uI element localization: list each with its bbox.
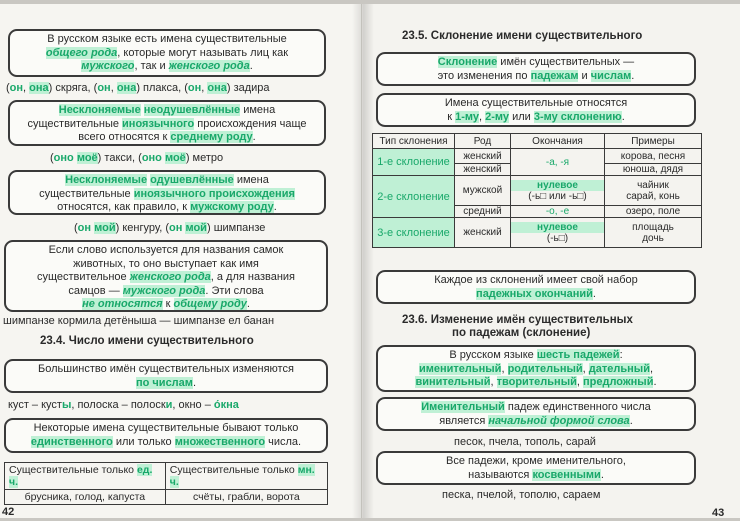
- text: имена: [243, 104, 276, 116]
- text: .: [192, 376, 196, 389]
- section-heading-cases-sub: по падежам (склонение): [452, 327, 591, 339]
- table-cell: счёты, грабли, ворота: [165, 490, 327, 505]
- text: , а для названия: [210, 271, 296, 283]
- rule-line: к 1-му, 2-му или 3-му склонению.: [447, 110, 625, 123]
- rule-single-number: [4, 418, 328, 453]
- rule-line: Если слово используется для названия самок: [48, 244, 284, 256]
- pronoun: он: [187, 82, 202, 94]
- term: одушевлённые: [150, 174, 234, 186]
- rule-line: [16, 201, 318, 215]
- term: общего рода: [45, 46, 118, 59]
- pronoun: он: [77, 222, 92, 234]
- book-gutter: [352, 4, 374, 518]
- rule-line: [12, 436, 320, 450]
- pronoun: она: [29, 82, 49, 94]
- text: , так и: [134, 60, 166, 72]
- example-animal: шимпанзе кормила детёныша — шимпанзе ел банан: [3, 315, 275, 327]
- pronoun: он: [9, 82, 24, 94]
- text: имён существительных —: [500, 56, 635, 68]
- ending-cell: нулевое (-ь□ или -ь□): [511, 176, 605, 206]
- table-cell: брусника, голод, капуста: [5, 490, 166, 505]
- text: существительные: [27, 117, 119, 130]
- rule-six-cases: [376, 345, 696, 392]
- rule-line: [16, 118, 318, 132]
- rule-line: Все падежи, кроме именительного,: [446, 455, 626, 467]
- table-header: Существительные только мн. ч.: [165, 463, 327, 490]
- text: .: [246, 298, 250, 310]
- table-header: Тип склонения: [373, 134, 455, 149]
- rule-line: [16, 131, 318, 145]
- ending-cell: -а, -я: [511, 149, 605, 176]
- term: множественного: [174, 435, 266, 448]
- number-table: [4, 462, 328, 505]
- section-heading-cases: 23.6. Изменение имён существительных: [402, 314, 633, 326]
- rule-nominative: [376, 397, 696, 431]
- table-row: [5, 490, 328, 505]
- text: .: [273, 201, 277, 213]
- rule-line: [16, 60, 318, 74]
- table-header: Примеры: [605, 134, 702, 149]
- rule-number: [4, 359, 328, 393]
- rule-line: именительный, родительный, дательный,: [418, 362, 654, 375]
- text: существительное: [36, 271, 127, 283]
- example-cell: площадь дочь: [605, 218, 702, 248]
- word: скряга,: [52, 82, 94, 94]
- rule-line: Имена существительные относятся: [444, 97, 628, 109]
- example-common-gender: (он, она) скряга, (он, она) плакса, (он, она) задира: [6, 82, 270, 94]
- text: .: [631, 69, 635, 82]
- rule-declension-definition: [376, 52, 696, 86]
- term: не относятся: [82, 298, 163, 310]
- pronoun: мой: [94, 222, 116, 234]
- rule-case-endings: [376, 270, 696, 304]
- rule-indeclinable-inanimate: [8, 100, 326, 146]
- declension-type: 1-е склонение: [373, 149, 455, 176]
- rule-line: [12, 377, 320, 391]
- term: иноязычного происхождения: [133, 187, 295, 200]
- pronoun: оно: [141, 152, 162, 164]
- term: единственного: [30, 435, 113, 448]
- pronoun: она: [207, 82, 227, 94]
- table-row: [373, 149, 702, 164]
- pronoun: она: [116, 82, 137, 94]
- pronoun: он: [97, 82, 111, 94]
- text: .: [252, 131, 256, 143]
- rule-line: падежных окончаний.: [476, 287, 596, 300]
- word: , окно –: [172, 399, 214, 411]
- rule-line: [16, 188, 318, 202]
- page-number: 43: [712, 507, 725, 519]
- rule-line: В русском языке есть имена существительные: [47, 33, 287, 45]
- term: Несклоняемые: [65, 174, 148, 186]
- ending: о́кна: [213, 399, 239, 411]
- rule-line: [16, 174, 318, 188]
- text: числа.: [268, 435, 302, 448]
- rule-line: винительный, творительный, предложный.: [415, 376, 657, 388]
- table-header: Существительные только ед. ч.: [5, 463, 166, 490]
- table-row: [373, 218, 702, 248]
- rule-line: В русском языке шесть падежей:: [449, 349, 623, 361]
- rule-oblique-cases: [376, 451, 696, 485]
- text: самцов —: [68, 284, 120, 297]
- text: относятся, как правило, к: [57, 201, 188, 213]
- rule-line: [384, 70, 688, 84]
- pronoun: моё: [164, 152, 186, 164]
- word: такси,: [104, 152, 136, 164]
- rule-line: [16, 47, 318, 61]
- gender-cell: средний: [455, 206, 511, 218]
- example-oblique: песка, пчелой, тополю, сараем: [442, 489, 601, 501]
- rule-line: [16, 104, 318, 118]
- text: , которые могут называть лиц как: [117, 46, 289, 59]
- example-nominative: песок, пчела, тополь, сарай: [454, 436, 596, 448]
- rule-declension-types: [376, 93, 696, 127]
- rule-line: [384, 56, 688, 70]
- page-number: 42: [2, 506, 15, 518]
- ending-cell: -о, -е: [511, 206, 605, 218]
- word: задира: [230, 82, 270, 94]
- pronoun: оно: [53, 152, 74, 164]
- word: плакса,: [139, 82, 185, 94]
- term: среднему роду: [170, 131, 253, 143]
- rule-line: Большинство имён существительных изменяются: [38, 363, 294, 375]
- example-cell: озеро, поле: [605, 206, 702, 218]
- pronoun: мой: [185, 222, 207, 234]
- table-header: Окончания: [511, 134, 605, 149]
- text: к: [165, 298, 171, 310]
- text: .: [249, 60, 253, 72]
- table-row: [373, 134, 702, 149]
- word: , полоска – полоск: [71, 399, 166, 411]
- rule-line: является начальной формой слова.: [439, 414, 633, 427]
- term: общему роду: [173, 298, 247, 310]
- text: происхождения чаще: [197, 117, 307, 130]
- left-page: [0, 4, 362, 518]
- rule-common-gender: [8, 29, 326, 77]
- rule-line: Именительный падеж единственного числа: [421, 401, 651, 413]
- rule-line: животных, то оно выступает как имя: [73, 257, 259, 270]
- rule-line: [12, 271, 320, 285]
- ending-cell: нулевое (-ь□): [511, 218, 605, 248]
- text: или только: [115, 435, 172, 448]
- example-neuter: (оно моё) такси, (оно моё) метро: [50, 152, 224, 164]
- text: это изменения по: [437, 69, 528, 82]
- term: Склонение: [437, 56, 498, 68]
- rule-animal-names: [4, 240, 328, 312]
- rule-line: [12, 285, 320, 299]
- term: иноязычного: [122, 117, 195, 130]
- declension-type: 3-е склонение: [373, 218, 455, 248]
- text: . Эти слова: [205, 284, 264, 297]
- term: женского рода: [129, 271, 211, 283]
- word: кенгуру,: [122, 222, 163, 234]
- gender-cell: женский: [455, 218, 511, 248]
- term: падежам: [530, 69, 579, 82]
- table-row: [373, 176, 702, 206]
- text: имена: [236, 174, 269, 186]
- declension-type: 2-е склонение: [373, 176, 455, 218]
- rule-line: [12, 298, 320, 312]
- rule-line: Некоторые имена существительные бывают только: [33, 422, 299, 434]
- section-heading-number: 23.4. Число имени существительного: [40, 335, 254, 347]
- word: метро: [192, 152, 224, 164]
- term: женского рода: [168, 60, 250, 72]
- gender-cell: женский: [455, 149, 511, 164]
- word: куст – куст: [8, 399, 62, 411]
- term: мужскому роду: [190, 201, 274, 213]
- example-cell: корова, песня: [605, 149, 702, 164]
- example-cell: чайник сарай, конь: [605, 176, 702, 206]
- rule-indeclinable-animate: [8, 170, 326, 215]
- example-plural: [8, 399, 239, 412]
- text: всего относятся к: [78, 131, 168, 143]
- example-masculine: (он мой) кенгуру, (он мой) шимпанзе: [74, 222, 266, 234]
- text: и: [581, 69, 588, 82]
- text: существительные: [39, 187, 131, 200]
- gender-cell: мужской: [455, 176, 511, 206]
- pronoun: он: [169, 222, 183, 234]
- section-heading-declension: 23.5. Склонение имени существительного: [402, 30, 643, 42]
- table-header: Род: [455, 134, 511, 149]
- rule-line: Каждое из склонений имеет свой набор: [434, 274, 638, 286]
- table-row: [5, 463, 328, 490]
- word: шимпанзе: [213, 222, 266, 234]
- term: мужского рода: [122, 284, 206, 297]
- term: мужского: [81, 60, 135, 72]
- term: Несклоняемые: [58, 104, 141, 116]
- rule-line: называются косвенными.: [468, 468, 604, 481]
- right-page: [362, 4, 740, 518]
- ending: ы: [61, 399, 72, 411]
- ending: и: [165, 399, 173, 411]
- example-cell: юноша, дядя: [605, 164, 702, 176]
- declension-table: [372, 133, 702, 248]
- term: неодушевлённые: [143, 104, 241, 116]
- gender-cell: женский: [455, 164, 511, 176]
- pronoun: моё: [76, 152, 98, 164]
- term: по числам: [136, 376, 193, 389]
- term: числам: [590, 69, 632, 82]
